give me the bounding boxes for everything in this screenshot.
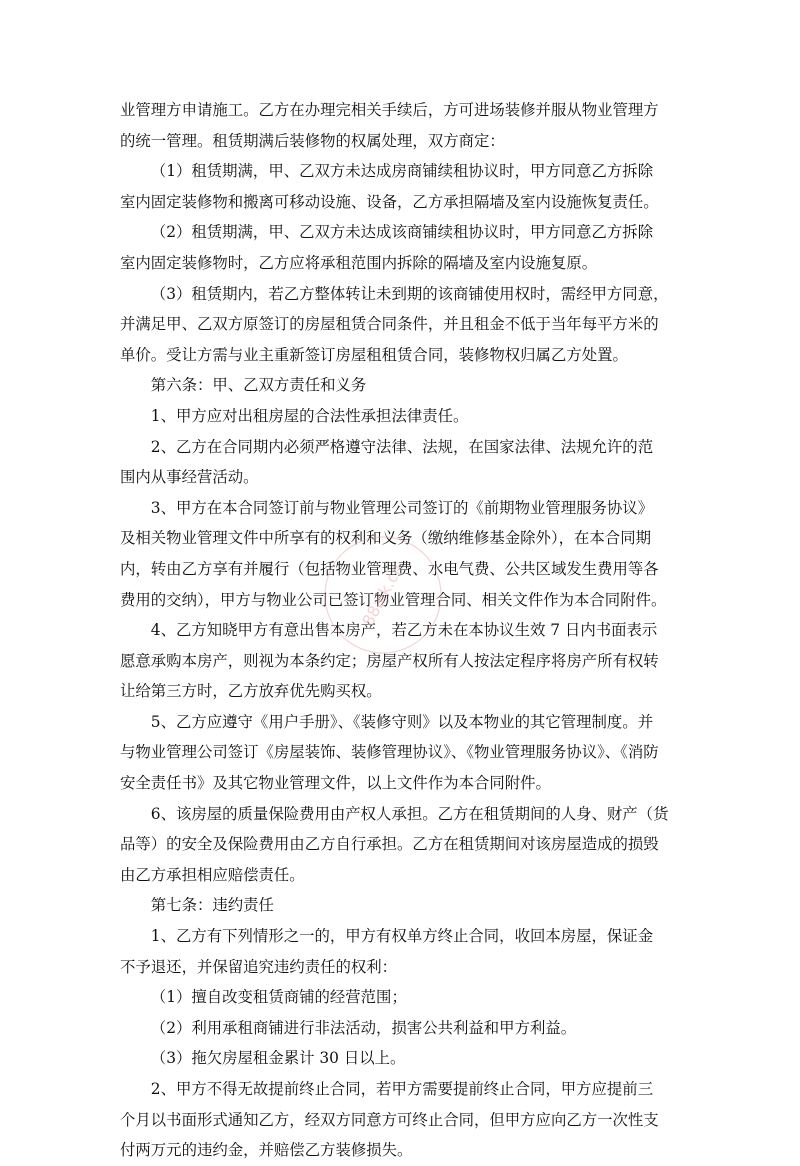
text-line: 4、乙方知晓甲方有意出售本房产，若乙方未在本协议生效 7 日内书面表示 xyxy=(150,621,658,640)
paragraph-item-6-2 xyxy=(120,432,685,463)
paragraph-item-7-1 xyxy=(120,921,685,952)
text-line: （3）租赁期内，若乙方整体转让未到期的该商铺使用权时，需经甲方同意， xyxy=(150,284,669,303)
text-line: （1）租赁期满，甲、乙双方未达成房商铺续租协议时，甲方同意乙方拆除 xyxy=(150,162,654,181)
paragraph-continuation xyxy=(120,952,685,983)
document-body xyxy=(120,95,685,1166)
text-line: 付两万元的违约金，并赔偿乙方装修损失。 xyxy=(120,1141,413,1160)
text-line: 内，转由乙方享有并履行（包括物业管理费、水电气费、公共区域发生费用等各 xyxy=(120,559,659,578)
text-line: （2）租赁期满，甲、乙双方未达成该商铺续租协议时，甲方同意乙方拆除 xyxy=(150,223,654,242)
text-line: 与物业管理公司签订《房屋装饰、装修管理协议》、《物业管理服务协议》、《消防 xyxy=(120,743,659,762)
text-line: 的统一管理。租赁期满后装修物的权属处理，双方商定： xyxy=(120,131,505,150)
paragraph-subitem-1 xyxy=(120,982,685,1013)
paragraph-subitem-2 xyxy=(120,1013,685,1044)
text-line: 室内固定装修物和搬离可移动设施、设备，乙方承担隔墙及室内设施恢复责任。 xyxy=(120,192,659,211)
text-line: （3）拖欠房屋租金累计 30 日以上。 xyxy=(150,1049,406,1068)
paragraph-clause-3 xyxy=(120,279,685,310)
text-line: 不予退还，并保留追究违约责任的权利： xyxy=(120,957,398,976)
paragraph-continuation xyxy=(120,829,685,890)
paragraph-continuation xyxy=(120,248,685,279)
paragraph-clause-1 xyxy=(120,156,685,187)
text-line: 由乙方承担相应赔偿责任。 xyxy=(120,865,305,884)
section-heading-article-7 xyxy=(120,890,685,921)
text-line: 1、乙方有下列情形之一的，甲方有权单方终止合同，收回本房屋，保证金 xyxy=(150,927,654,946)
text-line: 6、该房屋的质量保险费用由产权人承担。乙方在租赁期间的人身、财产（货 xyxy=(150,804,669,823)
text-line: 第七条：违约责任 xyxy=(150,896,274,915)
text-line: 1、甲方应对出租房屋的合法性承担法律责任。 xyxy=(150,406,469,425)
paragraph-decoration-ownership xyxy=(120,95,685,156)
text-line: 5、乙方应遵守《用户手册》、《装修守则》以及本物业的其它管理制度。并 xyxy=(150,712,654,731)
paragraph-item-6-5 xyxy=(120,707,685,738)
paragraph-item-6-6 xyxy=(120,799,685,830)
text-line: 2、乙方在合同期内必须严格遵守法律、法规，在国家法律、法规允许的范 xyxy=(150,437,654,456)
text-line: 品等）的安全及保险费用由乙方自行承担。乙方在租赁期间对该房屋造成的损毁 xyxy=(120,835,659,854)
text-line: （2）利用承租商铺进行非法活动，损害公共利益和甲方利益。 xyxy=(150,1018,577,1037)
paragraph-continuation xyxy=(120,737,685,798)
text-line: 并满足甲、乙双方原签订的房屋租赁合同条件，并且租金不低于当年每平方米的 xyxy=(120,315,659,334)
text-line: 第六条：甲、乙双方责任和义务 xyxy=(150,376,367,395)
paragraph-clause-2 xyxy=(120,217,685,248)
text-line: 单价。受让方需与业主重新签订房屋租租赁合同，装修物权归属乙方处置。 xyxy=(120,345,628,364)
text-line: 业管理方申请施工。乙方在办理完相关手续后，方可进场装修并服从物业管理方 xyxy=(120,101,659,119)
text-line: （1）擅自改变租赁商铺的经营范围； xyxy=(150,988,407,1007)
paragraph-item-7-2 xyxy=(120,1074,685,1105)
text-line: 室内固定装修物时，乙方应将承租范围内拆除的隔墙及室内设施复原。 xyxy=(120,253,598,272)
text-line: 让给第三方时，乙方放弃优先购买权。 xyxy=(120,682,382,701)
text-line: 费用的交纳），甲方与物业公司已签订物业管理合同、相关文件作为本合同附件。 xyxy=(120,590,667,609)
text-line: 愿意承购本房产，则视为本条约定；房屋产权所有人按法定程序将房产所有权转 xyxy=(120,651,659,670)
text-line: 及相关物业管理文件中所享有的权利和义务（缴纳维修基金除外），在本合同期 xyxy=(120,529,651,548)
text-line: 2、甲方不得无故提前终止合同，若甲方需要提前终止合同，甲方应提前三 xyxy=(150,1080,654,1098)
paragraph-continuation xyxy=(120,462,685,493)
text-line: 围内从事经营活动。 xyxy=(120,468,259,487)
paragraph-subitem-3 xyxy=(120,1043,685,1074)
text-line: 3、甲方在本合同签订前与物业管理公司签订的《前期物业管理服务协议》 xyxy=(150,498,654,517)
paragraph-continuation xyxy=(120,187,685,218)
paragraph-continuation xyxy=(120,1105,685,1166)
paragraph-continuation xyxy=(120,646,685,707)
paragraph-continuation xyxy=(120,309,685,370)
text-line: 个月以书面形式通知乙方，经双方同意方可终止合同，但甲方应向乙方一次性支 xyxy=(120,1110,659,1129)
text-line: 安全责任书》及其它物业管理文件，以上文件作为本合同附件。 xyxy=(120,774,551,793)
paragraph-item-6-3 xyxy=(120,493,685,524)
watermark-text: 88ajk.cn xyxy=(358,560,407,630)
paragraph-item-6-1 xyxy=(120,401,685,432)
paragraph-item-6-4 xyxy=(120,615,685,646)
paragraph-continuation xyxy=(120,523,685,615)
section-heading-article-6 xyxy=(120,370,685,401)
